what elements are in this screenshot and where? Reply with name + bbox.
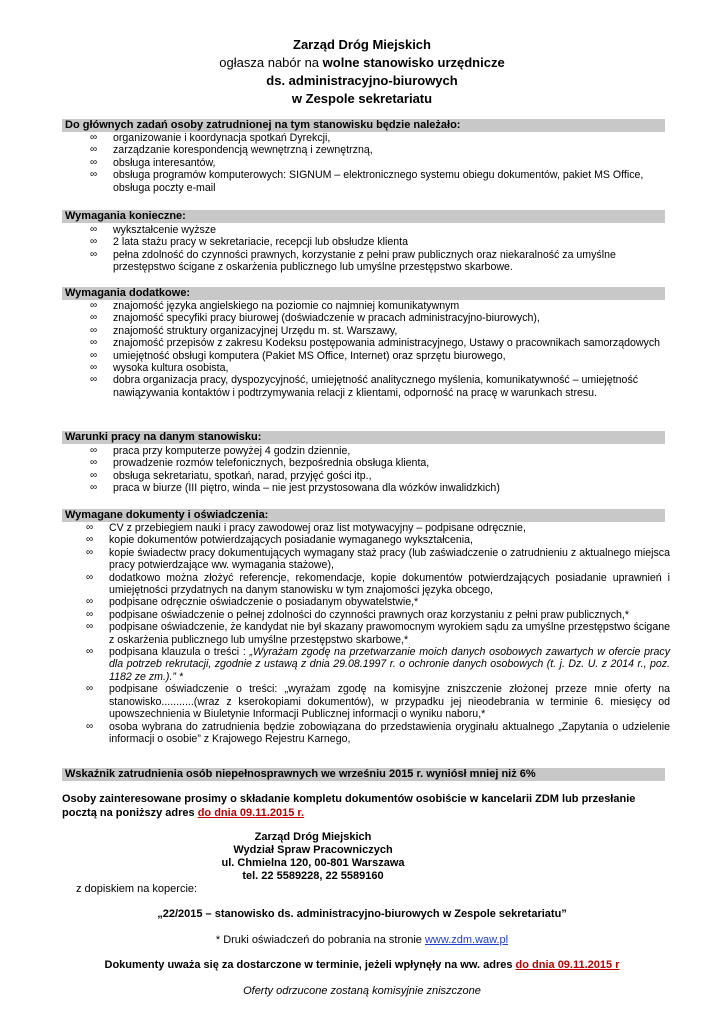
list-item-text: podpisane oświadczenie o treści: „wyrażam zgodę na komisyjne zniszczenie złożonej przeze mnie oferty na stanowisko...........(wraz z kserokopiami dokumentów), w przypadku jej nieodebrania w terminie 6. miesięcy od upowszechnienia w Biuletynie Informacji Publicznej informacji o wyniku naboru,*: [109, 683, 670, 721]
list-item-text: wykształcenie wyższe: [113, 224, 217, 236]
list-item-text: obsługa interesantów,: [113, 156, 216, 169]
list-item: [90, 132, 670, 144]
clause-text: „Wyrażam zgodę na przetwarzanie moich danych osobowych zawartych w ofercie pracy dla potrzeb rekrutacji, zgodnie z ustawą z dnia 29.08.1997 r. o ochronie danych osobowych (t. j. Dz. U. z 2014 r., poz. 1182 ze zm.).” *: [109, 646, 670, 683]
infinity-bullet-icon: ∞: [86, 534, 94, 546]
infinity-bullet-icon: ∞: [90, 236, 98, 248]
list-item-text: pełna zdolność do czynności prawnych, korzystanie z pełni praw publicznych oraz niekaralność za umyślne przestępstwo ścigane z oskarżenia publicznego lub umyślne przestępstwo skarbowe.: [113, 248, 616, 274]
list-item-text: znajomość struktury organizacyjnej Urzędu m. st. Warszawy,: [113, 324, 398, 337]
list-item-text: 2 lata stażu pracy w sekretariacie, recepcji lub obsłudze klienta: [113, 236, 409, 249]
list-item: [90, 325, 670, 337]
announcement-line: [0, 54, 724, 72]
list-item-text: znajomość przepisów z zakresu Kodeksu postępowania administracyjnego, Ustawy o pracownikach samorządowych: [113, 337, 661, 350]
list-item: [86, 596, 670, 608]
infinity-bullet-icon: ∞: [86, 596, 94, 608]
infinity-bullet-icon: ∞: [86, 646, 94, 658]
infinity-bullet-icon: ∞: [86, 522, 94, 533]
infinity-bullet-icon: ∞: [90, 300, 98, 311]
footer-note: Oferty odrzucone zostaną komisyjnie zniszczone: [243, 985, 481, 997]
list-item: [90, 300, 670, 312]
list-item-clause: [86, 646, 670, 683]
conditions-heading: Warunki pracy na danym stanowisku:: [62, 431, 665, 444]
additional-heading: Wymagania dodatkowe:: [62, 287, 665, 300]
list-item: [86, 621, 670, 646]
required-heading: Wymagania konieczne:: [62, 210, 665, 223]
list-item: [90, 224, 670, 236]
infinity-bullet-icon: ∞: [86, 608, 94, 620]
list-item-text: osoba wybrana do zatrudnienia będzie zobowiązana do przedstawienia oryginału aktualnego „Zapytania o udzielenie informacji o osobie” z Krajowego Rejestru Karnego,: [109, 720, 670, 745]
list-item-text: zarządzanie korespondencją wewnętrzną i zewnętrzną,: [113, 144, 373, 157]
infinity-bullet-icon: ∞: [90, 349, 98, 361]
conditions-list: [90, 445, 670, 495]
list-item-text: prowadzenie rozmów telefonicznych, bezpośrednia obsługa klienta,: [113, 457, 430, 470]
list-item: [90, 470, 670, 482]
list-item: [86, 534, 670, 546]
list-item-text: praca przy komputerze powyżej 4 godzin dziennie,: [113, 445, 351, 457]
submission-text: Osoby zainteresowane prosimy o składanie kompletu dokumentów osobiście w kancelarii ZDM lub przesłanie pocztą na poniższy adres: [62, 793, 636, 819]
list-item: [90, 169, 670, 194]
list-item: [90, 236, 670, 248]
list-item: [90, 144, 670, 156]
list-item: [86, 572, 670, 597]
infinity-bullet-icon: ∞: [86, 621, 94, 633]
list-item-text: praca w biurze (III piętro, winda – nie jest przystosowana dla wózków inwalidzkich): [113, 482, 500, 495]
list-item: [86, 547, 670, 572]
infinity-bullet-icon: ∞: [86, 546, 94, 558]
list-item-text: dobra organizacja pracy, dyspozycyjność, umiejętność analitycznego myślenia, komunikatywność – umiejętność nawiązywania kontaktów i podtrzymywania relacji z klientami, odporność na pracę w warunkach stresu.: [113, 374, 639, 399]
infinity-bullet-icon: ∞: [86, 720, 94, 732]
list-item: [90, 445, 670, 457]
infinity-bullet-icon: ∞: [86, 571, 94, 583]
list-item: [86, 683, 670, 720]
list-item: [90, 457, 670, 469]
announcement-prefix: ogłasza nabór na: [219, 55, 323, 70]
list-item: [90, 312, 670, 324]
list-item: [86, 522, 670, 534]
submission-deadline: do dnia 09.11.2015 r.: [197, 807, 305, 819]
address-phone: tel. 22 5589228, 22 5589160: [242, 870, 384, 882]
list-item-text: znajomość języka angielskiego na poziomie co najmniej komunikatywnym: [113, 300, 460, 312]
list-item-text: umiejętność obsługi komputera (Pakiet MS Office, Internet) oraz sprzętu biurowego,: [113, 349, 506, 362]
delivery-text: Dokumenty uważa się za dostarczone w terminie, jeżeli wpłynęły na ww. adres: [104, 959, 516, 971]
infinity-bullet-icon: ∞: [90, 337, 98, 349]
list-item: [90, 337, 670, 349]
infinity-bullet-icon: ∞: [86, 683, 94, 695]
duties-heading: Do głównych zadań osoby zatrudnionej na tym stanowisku będzie należało:: [62, 119, 665, 132]
list-item-text: organizowanie i koordynacja spotkań Dyrekcji,: [113, 132, 331, 144]
list-item-text: znajomość specyfiki pracy biurowej (doświadczenie w pracach administracyjno-biurowych),: [113, 312, 540, 325]
delivery-info: [0, 958, 724, 972]
infinity-bullet-icon: ∞: [90, 144, 98, 156]
list-item: [90, 249, 670, 274]
infinity-bullet-icon: ∞: [90, 374, 98, 386]
position-team: w Zespole sekretariatu: [291, 91, 433, 106]
position-type: wolne stanowisko urzędnicze: [322, 55, 505, 70]
download-text: * Druki oświadczeń do pobrania na stronie: [215, 934, 425, 946]
download-info: [0, 933, 724, 947]
envelope-note: z dopiskiem na kopercie:: [76, 883, 198, 895]
list-item: [90, 362, 670, 374]
infinity-bullet-icon: ∞: [90, 312, 98, 324]
list-item-text: dodatkowo można złożyć referencje, rekomendacje, kopie dokumentów potwierdzających posiadanie uprawnień i umiejętności przydatnych na danym stanowisku w tym znajomości języka obcego,: [109, 571, 670, 597]
website-link[interactable]: www.zdm.waw.pl: [424, 934, 509, 946]
documents-heading: Wymagane dokumenty i oświadczenia:: [62, 509, 665, 522]
list-item: [90, 482, 670, 494]
infinity-bullet-icon: ∞: [90, 248, 98, 260]
envelope-text: „22/2015 – stanowisko ds. administracyjno-biurowych w Zespole sekretariatu”: [157, 908, 567, 920]
infinity-bullet-icon: ∞: [90, 445, 98, 456]
infinity-bullet-icon: ∞: [90, 482, 98, 494]
list-item: [90, 350, 670, 362]
infinity-bullet-icon: ∞: [90, 469, 98, 481]
duties-list: [90, 132, 670, 194]
list-item: [86, 721, 670, 746]
required-list: [90, 224, 670, 274]
infinity-bullet-icon: ∞: [90, 324, 98, 336]
list-item-text: kopie świadectw pracy dokumentujących wymagany staż pracy (lub zaświadczenie o zatrudnieniu z aktualnego miejsca pracy potwierdzające ww. wymagania stażowe),: [109, 546, 670, 572]
list-item-text: CV z przebiegiem nauki i pracy zawodowej oraz list motywacyjny – podpisane odręcznie,: [109, 522, 526, 534]
submission-info: [62, 792, 668, 820]
infinity-bullet-icon: ∞: [90, 169, 98, 181]
position-name: ds. administracyjno-biurowych: [266, 73, 458, 88]
list-item: [86, 609, 670, 621]
list-item-text: podpisane oświadczenie, że kandydat nie był skazany prawomocnym wyrokiem sądu za umyślne przestępstwo ścigane z oskarżenia publicznego lub umyślne przestępstwo skarbowe,*: [109, 621, 670, 646]
list-item: [90, 374, 670, 399]
list-item-text: obsługa sekretariatu, spotkań, narad, przyjęć gości itp.,: [113, 469, 372, 482]
infinity-bullet-icon: ∞: [90, 224, 98, 235]
infinity-bullet-icon: ∞: [90, 362, 98, 374]
infinity-bullet-icon: ∞: [90, 156, 98, 168]
additional-list: [90, 300, 670, 399]
employment-indicator: Wskaźnik zatrudnienia osób niepełnosprawnych we wrześniu 2015 r. wyniósł mniej niż 6%: [62, 768, 665, 781]
address-dept: Wydział Spraw Pracowniczych: [233, 844, 393, 856]
address-street: ul. Chmielna 120, 00-801 Warszawa: [221, 857, 405, 869]
clause-prefix: podpisana klauzula o treści :: [109, 646, 250, 659]
list-item-text: podpisane odręcznie oświadczenie o posiadanym obywatelstwie,*: [109, 596, 419, 609]
org-title: Zarząd Dróg Miejskich: [293, 37, 431, 52]
list-item-text: obsługa programów komputerowych: SIGNUM – elektronicznego systemu obiegu dokumentów, pakiet MS Office, obsługa poczty e-mail: [113, 169, 644, 194]
delivery-deadline: do dnia 09.11.2015 r: [515, 959, 620, 971]
infinity-bullet-icon: ∞: [90, 132, 98, 143]
list-item-text: kopie dokumentów potwierdzających posiadanie wymaganego wykształcenia,: [109, 534, 473, 547]
infinity-bullet-icon: ∞: [90, 457, 98, 469]
list-item-text: wysoka kultura osobista,: [113, 362, 229, 375]
documents-list: [86, 522, 670, 745]
list-item: [90, 157, 670, 169]
address-org: Zarząd Dróg Miejskich: [254, 831, 372, 843]
list-item-text: podpisane oświadczenie o pełnej zdolności do czynności prawnych oraz korzystaniu z pełni praw publicznych,*: [109, 608, 629, 621]
